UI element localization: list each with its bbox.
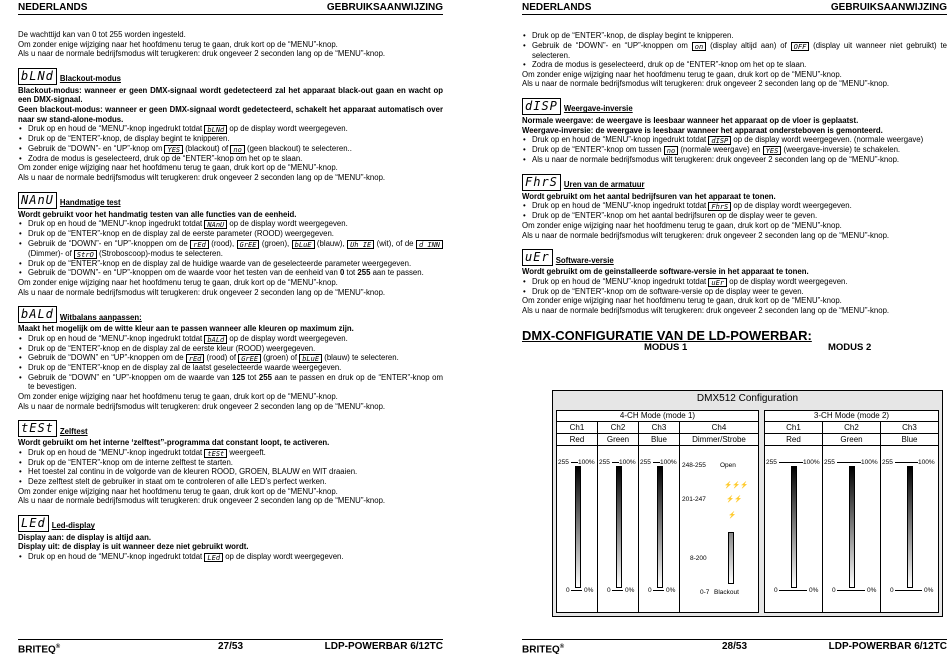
page-header: [522, 1, 947, 15]
lcd-display-icon: no: [664, 146, 678, 155]
channel-number: Ch3: [639, 422, 679, 434]
list-item: • Druk op en houd de “MENU”-knop ingedrukt totdat bALd op de display wordt weergegeven.: [18, 334, 443, 344]
lcd-display-icon: no: [230, 145, 244, 154]
lcd-display-icon: GrEE: [238, 354, 261, 363]
header-doc-title: GEBRUIKSAANWIJZING: [830, 2, 947, 13]
scale-tick: [779, 462, 803, 463]
section-display-inversion: [522, 97, 947, 165]
section-desc: Wordt gebruikt om de geinstalleerde software-versie in het apparaat te tonen.: [522, 267, 809, 277]
section-self-test: [18, 419, 443, 506]
lcd-display-icon: LEd: [18, 515, 49, 532]
list-item: • Zodra de modus is geselecteerd, druk op de “ENTER”-knop om het op te slaan.: [522, 60, 947, 70]
range-label: Open: [720, 462, 736, 469]
mode-labels: [522, 343, 947, 353]
strobe-medium-icon: ⚡⚡: [726, 496, 743, 503]
list-item: • Druk op de “ENTER”-knop om het aantal bedrijfsuren op de display weer te geven.: [522, 211, 947, 221]
scale-tick: [612, 590, 623, 591]
list-item: • Gebruik de “DOWN” en “UP”-knoppen om de waarde van 125 tot 255 aan te passen en druk op de “ENTER”-knop om te bevestigen.: [18, 373, 443, 392]
channel-function: Blue: [639, 434, 679, 446]
scale-tick: [653, 590, 664, 591]
paragraph: Om zonder enige wijziging naar het hoofdmenu terug te gaan, druk kort op de “MENU”-knop.: [18, 392, 338, 402]
list-item: • Druk op en houd de “MENU”-knop ingedrukt totdat uEr op de display wordt weergegeven.: [522, 277, 947, 287]
list-item: • Druk op de “ENTER”-knop om de interne zelftest te starten.: [18, 458, 443, 468]
paragraph: Als u naar de normale bedrijfsmodus wilt terugkeren: druk ongeveer 2 seconden lang op de “MENU”-knop.: [522, 79, 890, 89]
paragraph: Als u naar de normale bedrijfsmodus wilt terugkeren: druk ongeveer 2 seconden lang op de “MENU”-knop.: [522, 305, 890, 315]
intro-line: De wachttijd kan van 0 tot 255 worden ingesteld.: [18, 30, 186, 39]
scale-tick: [653, 462, 660, 463]
section-fixture-hours: [522, 173, 947, 240]
list-item: • Gebruik de “DOWN”- en “UP”-knoppen om on (display altijd aan) of OFF (display uit wanneer niet gebruikt) te selecteren.: [522, 41, 947, 61]
lcd-display-icon: NAnU: [204, 220, 227, 229]
scale-min-dmx: 0: [890, 587, 894, 594]
paragraph: Om zonder enige wijziging naar het hoofdmenu terug te gaan, druk kort op de “MENU”-knop.: [18, 163, 338, 173]
table-title: 4-CH Mode (mode 1): [557, 411, 758, 422]
scale-min-percent: 0%: [809, 587, 819, 594]
table-title: 3-CH Mode (mode 2): [765, 411, 938, 422]
page-footer: [18, 639, 443, 654]
lcd-display-icon: on: [692, 42, 706, 51]
channel-function: Red: [765, 434, 822, 446]
channel-column: [639, 422, 680, 612]
scale-max-dmx: 255: [558, 459, 569, 466]
lcd-display-icon: bLuE: [292, 240, 315, 249]
lcd-display-icon: Uh IE: [347, 240, 374, 249]
scale-min-percent: 0%: [584, 587, 594, 594]
scale-max-dmx: 255: [882, 459, 893, 466]
section-title: Witbalans aanpassen:: [59, 312, 142, 322]
scale-max-percent: 100%: [660, 459, 677, 466]
channel-column: [598, 422, 639, 612]
list-item: • Druk op en houd de “MENU”-knop ingedrukt totdat dISP op de display wordt weergegeven. (normale weergave): [522, 135, 947, 145]
paragraph: Als u naar de normale bedrijfsmodus wilt terugkeren: druk ongeveer 2 seconden lang op de “MENU”-knop.: [18, 287, 386, 297]
list-item: • Druk op de “ENTER”-knop om de software-versie op de display weer te geven.: [522, 287, 947, 297]
list-item: • Druk op en houd de “MENU”-knop ingedrukt totdat NAnU op de display wordt weergegeven.: [18, 219, 443, 229]
lcd-display-icon: uEr: [708, 278, 727, 287]
section-desc: Maakt het mogelijk om de witte kleur aan te passen wanneer alle kleuren op maximum zijn.: [18, 324, 354, 334]
dimmer-gauge: [728, 532, 734, 584]
range-label: Blackout: [714, 589, 739, 596]
dmx-range: 0-7: [700, 589, 710, 596]
channel-function: Blue: [881, 434, 938, 446]
paragraph: Om zonder enige wijziging naar het hoofdmenu terug te gaan, druk kort op de “MENU”-knop.: [18, 277, 338, 287]
section-desc: Display aan: de display is altijd aan.: [18, 532, 152, 542]
lcd-display-icon: tESt: [18, 420, 57, 437]
page-header: [18, 1, 443, 15]
channel-number: Ch3: [881, 422, 938, 434]
scale-min-percent: 0%: [666, 587, 676, 594]
channel-function: Green: [823, 434, 880, 446]
lcd-display-icon: FhrS: [522, 174, 561, 191]
dmx-box-title: DMX512 Configuration: [696, 393, 799, 404]
section-desc: Wordt gebruikt om het aantal bedrijfsuren van het apparaat te tonen.: [522, 191, 776, 201]
mode1-table: [556, 410, 759, 613]
paragraph: Als u naar de normale bedrijfsmodus wilt terugkeren: druk ongeveer 2 seconden lang op de “MENU”-knop.: [18, 401, 386, 411]
scale-min-percent: 0%: [924, 587, 934, 594]
lcd-display-icon: tESt: [204, 449, 227, 458]
paragraph: Als u naar de normale bedrijfsmodus wilt terugkeren: druk ongeveer 2 seconden lang op de “MENU”-knop.: [18, 496, 386, 506]
mode1-label: MODUS 1: [644, 341, 688, 353]
intensity-bar: [657, 466, 663, 588]
list-item: • Druk op de “ENTER”-knop, de display begint te knipperen.: [18, 134, 443, 144]
scale-min-percent: 0%: [867, 587, 877, 594]
footer-brand: BRITEQ®: [522, 644, 565, 654]
paragraph: Als u naar de normale bedrijfsmodus wilt terugkeren: druk ongeveer 2 seconden lang op de “MENU”-knop.: [522, 230, 890, 240]
list-item: • Druk op de “ENTER”-knop en de display zal de eerste kleur (ROOD) weergegeven.: [18, 344, 443, 354]
list-item: • Druk op de “ENTER”-knop en de display zal de eerste parameter (ROOD) weergegeven.: [18, 229, 443, 239]
channel-function: Red: [557, 434, 597, 446]
lcd-display-icon: dISP: [708, 136, 731, 145]
scale-tick: [837, 590, 865, 591]
intensity-bar: [907, 466, 913, 588]
lcd-display-icon: OFF: [791, 42, 810, 51]
page-body: [18, 30, 443, 562]
channel-number: Ch2: [598, 422, 638, 434]
list-item: • Druk op en houd de “MENU”-knop ingedrukt totdat tESt weergeeft.: [18, 448, 443, 458]
header-doc-title: GEBRUIKSAANWIJZING: [326, 2, 443, 13]
strobe-fast-icon: ⚡⚡⚡: [724, 482, 749, 489]
section-desc: Wordt gebruikt om het interne ‘zelftest”-programma dat constant loopt, te activeren.: [18, 438, 330, 448]
scale-max-dmx: 255: [640, 459, 651, 466]
channel-function: Dimmer/Strobe: [680, 434, 758, 446]
mode2-table: [764, 410, 939, 613]
page-footer: [522, 639, 947, 654]
section-led-display: [18, 514, 443, 562]
lcd-display-icon: LEd: [204, 553, 223, 562]
right-page: [522, 0, 947, 654]
mode2-label: MODUS 2: [828, 341, 872, 353]
intensity-bar: [791, 466, 797, 588]
page-body: [522, 31, 947, 353]
list-item: • Druk op de “ENTER”-knop, de display begint te knipperen.: [522, 31, 947, 41]
scale-tick: [837, 462, 861, 463]
lcd-display-icon: rEd: [190, 240, 209, 249]
section-title: Blackout-modus: [59, 74, 121, 84]
section-desc: Wordt gebruikt voor het handmatig testen van alle functies van de eenheid.: [18, 209, 297, 219]
list-item: • Gebruik de “DOWN”- en “UP”-knop om YES (blackout) of no (geen blackout) te selecteren..: [18, 144, 443, 154]
scale-max-percent: 100%: [578, 459, 595, 466]
lcd-display-icon: bALd: [204, 335, 227, 344]
channel-number: Ch1: [765, 422, 822, 434]
channel-column: [557, 422, 598, 612]
list-item: • Deze zelftest stelt de gebruiker in staat om te controleren of alle LED’s perfect werken.: [18, 477, 443, 487]
scale-tick: [571, 462, 578, 463]
list-item: • Gebruik de “DOWN”- en “UP”-knoppen om de waarde voor het testen van de eenheid van 0 tot 255 aan te passen.: [18, 268, 443, 278]
paragraph: Als u naar de normale bedrijfsmodus wilt terugkeren: druk ongeveer 2 seconden lang op de “MENU”-knop.: [18, 172, 386, 182]
lcd-display-icon: GrEE: [237, 240, 260, 249]
header-language: NEDERLANDS: [522, 2, 592, 13]
lcd-display-icon: YES: [164, 145, 183, 154]
lcd-display-icon: StrO: [74, 250, 97, 259]
lcd-display-icon: bLNd: [18, 68, 57, 85]
scale-min-dmx: 0: [648, 587, 652, 594]
scale-tick: [895, 590, 922, 591]
section-blackout: [18, 67, 443, 183]
scale-max-percent: 100%: [861, 459, 878, 466]
scale-min-dmx: 0: [566, 587, 570, 594]
lcd-display-icon: NAnU: [18, 192, 57, 209]
section-title: Software-versie: [555, 255, 614, 265]
channel-column: [765, 422, 823, 612]
lcd-display-icon: rEd: [186, 354, 205, 363]
intensity-bar: [849, 466, 855, 588]
section-software-version: [522, 248, 947, 315]
list-item: • Druk op en houd de “MENU”-knop ingedrukt totdat LEd op de display wordt weergegeven.: [18, 552, 443, 562]
list-item: • Druk op de “ENTER”-knop en de display zal de huidige waarde van de geselecteerde parameter weergegeven.: [18, 259, 443, 269]
lcd-display-icon: FhrS: [708, 202, 731, 211]
footer-model: LDP-POWERBAR 6/12TC: [828, 641, 947, 652]
intensity-bar: [616, 466, 622, 588]
scale-tick: [612, 462, 619, 463]
paragraph: Om zonder enige wijziging naar het hoofdmenu terug te gaan, druk kort op de “MENU”-knop.: [18, 486, 338, 496]
page-number: 27/53: [217, 641, 244, 652]
scale-min-percent: 0%: [625, 587, 635, 594]
list-item: • Druk op en houd de “MENU”-knop ingedrukt totdat bLNd op de display wordt weergegeven.: [18, 124, 443, 134]
channel-function: Green: [598, 434, 638, 446]
lcd-display-icon: bALd: [18, 306, 57, 323]
footer-brand: BRITEQ®: [18, 644, 61, 654]
page-number: 28/53: [721, 641, 748, 652]
section-manual-test: [18, 191, 443, 298]
channel-number: Ch1: [557, 422, 597, 434]
scale-max-percent: 100%: [918, 459, 935, 466]
section-desc: Normale weergave: de weergave is leesbaar wanneer het apparaat op de vloer is geplaatst.: [522, 115, 859, 125]
intro-line: Als u naar de normale bedrijfsmodus wilt terugkeren: druk ongeveer 2 seconden lang op de “MENU”-knop.: [18, 49, 386, 59]
channel-column: [881, 422, 938, 612]
left-page: [18, 0, 443, 654]
section-white-balance: [18, 305, 443, 411]
paragraph: Om zonder enige wijziging naar het hoofdmenu terug te gaan, druk kort op de “MENU”-knop.: [522, 69, 842, 79]
scale-max-dmx: 255: [824, 459, 835, 466]
channel-number: Ch4: [680, 422, 758, 434]
section-title: Zelftest: [59, 426, 88, 436]
section-desc: Weergave-inversie: de weergave is leesbaar wanneer het apparaat ondersteboven is gemonteerd.: [522, 125, 883, 135]
lcd-display-icon: YES: [763, 146, 782, 155]
channel-column: [823, 422, 881, 612]
header-language: NEDERLANDS: [18, 2, 88, 13]
scale-max-percent: 100%: [619, 459, 636, 466]
scale-tick: [779, 590, 807, 591]
intro-line: Om zonder enige wijziging naar het hoofdmenu terug te gaan, druk kort op de “MENU”-knop.: [18, 39, 338, 49]
scale-tick: [895, 462, 918, 463]
lcd-display-icon: dISP: [522, 98, 561, 115]
intensity-bar: [575, 466, 581, 588]
section-title: Led-display: [51, 521, 96, 531]
dmx-config-diagram: [552, 390, 943, 617]
scale-min-dmx: 0: [607, 587, 611, 594]
section-title: Uren van de armatuur: [563, 180, 645, 190]
dmx-config-title: DMX-CONFIGURATIE VAN DE LD-POWERBAR:: [522, 327, 812, 343]
list-item: • Druk op en houd de “MENU”-knop ingedrukt totdat FhrS op de display wordt weergegeven.: [522, 201, 947, 211]
section-desc: Display uit: de display is uit wanneer deze niet gebruikt wordt.: [18, 542, 249, 552]
dmx-range: 248-255: [682, 462, 706, 469]
channel-column: [680, 422, 758, 612]
section-title: Handmatige test: [59, 197, 121, 207]
scale-max-dmx: 255: [766, 459, 777, 466]
list-item: • Druk op de “ENTER”-knop om tussen no (normale weergave) en YES (weergave-inversie) te schakelen.: [522, 145, 947, 155]
scale-min-dmx: 0: [774, 587, 778, 594]
list-item: • Zodra de modus is geselecteerd, druk op de “ENTER”-knop om het op te slaan.: [18, 154, 443, 164]
footer-model: LDP-POWERBAR 6/12TC: [324, 641, 443, 652]
list-item: • Gebruik de “DOWN” en “UP”-knoppen om de rEd (rood) of GrEE (groen) of bLuE (blauw) te selecteren.: [18, 353, 443, 363]
section-desc: Geen blackout-modus: wanneer er geen DMX-signaal wordt gedetecteerd, schakelt het apparaat automatisch over naar sw stand-alone-modus.: [18, 104, 443, 124]
strobe-slow-icon: ⚡: [728, 512, 737, 519]
lcd-display-icon: d INN: [416, 240, 443, 249]
scale-tick: [571, 590, 582, 591]
list-item: • Het toestel zal continu in de volgorde van de kleuren ROOD, GROEN, BLAUW en WIT draaien.: [18, 467, 443, 477]
lcd-display-icon: bLNd: [204, 125, 227, 134]
paragraph: Om zonder enige wijziging naar het hoofdmenu terug te gaan, druk kort op de “MENU”-knop.: [522, 296, 842, 306]
scale-max-percent: 100%: [803, 459, 820, 466]
list-item: • Gebruik de “DOWN”- en “UP”-knoppen om de rEd (rood), GrEE (groen), bLuE (blauw), Uh IE (wit), of de d INN (Dimmer)- of StrO (Stroboscoop)-modus te selecteren.: [18, 239, 443, 259]
section-title: Weergave-inversie: [563, 104, 633, 114]
lcd-display-icon: bLuE: [299, 354, 322, 363]
scale-max-dmx: 255: [599, 459, 610, 466]
list-item: • Als u naar de normale bedrijfsmodus wilt terugkeren: druk ongeveer 2 seconden lang op de “MENU”-knop.: [522, 155, 947, 165]
dmx-range: 201-247: [682, 496, 706, 503]
scale-min-dmx: 0: [832, 587, 836, 594]
channel-number: Ch2: [823, 422, 880, 434]
paragraph: Om zonder enige wijziging naar het hoofdmenu terug te gaan, druk kort op de “MENU”-knop.: [522, 220, 842, 230]
section-desc: Blackout-modus: wanneer er geen DMX-signaal wordt gedetecteerd zal het apparaat black-out gaan en wacht op een DMX-signaal.: [18, 85, 443, 105]
list-item: • Druk op de “ENTER”-knop en de display zal de laatst geselecteerde waarde weergegeven.: [18, 363, 443, 373]
dmx-range: 8-200: [690, 555, 707, 562]
lcd-display-icon: uEr: [522, 249, 553, 266]
